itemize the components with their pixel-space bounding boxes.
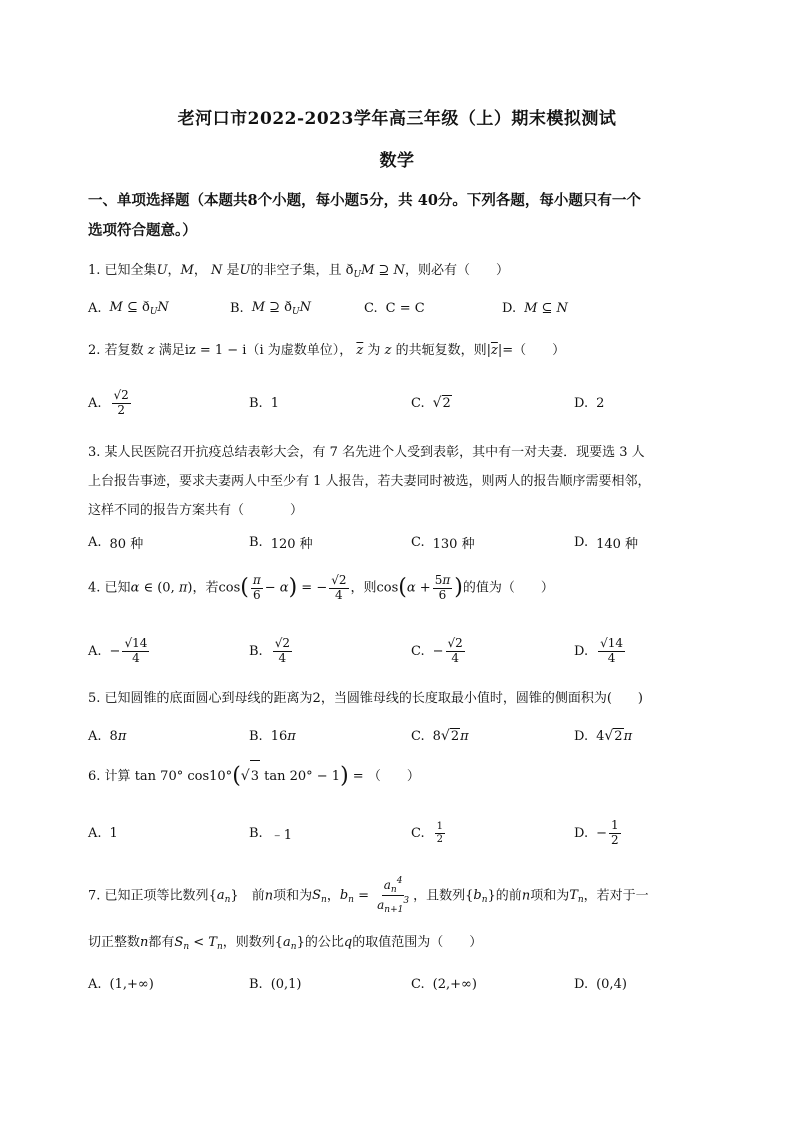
option-b[interactable]: B. ﹣1 [249, 825, 292, 843]
option-c[interactable]: C. √ 2 [411, 395, 451, 411]
question-2-options [88, 383, 718, 423]
option-b[interactable]: B. 1 [249, 395, 279, 411]
option-c[interactable]: C. $\frac{1}{2}$ [411, 821, 443, 845]
option-a[interactable]: A. 80 种 [88, 534, 144, 552]
exam-subject: 数学 [379, 151, 415, 171]
option-d[interactable]: D. M ⊆ N [502, 300, 568, 316]
option-d[interactable]: D. $\frac{√14}{4}$ [574, 635, 624, 665]
section-heading: 一、单项选择题（本题共8个小题，每小题5分，共 40分。下列各题，每小题只有一个 选项符合题意。） [88, 192, 641, 239]
question-5: 5. 已知圆锥的底面圆心到母线的距离为2，当圆锥母线的长度取最小值时，圆锥的侧面积为( ) [88, 691, 643, 706]
option-d[interactable]: D. 140 种 [574, 534, 639, 552]
option-a[interactable]: A. M ⊆ $ð_UN$ [88, 299, 169, 317]
question-4: 4. 已知α ∈ (0, π)，若cos( $\frac{\pi}{6}$ − α) = − $\frac{√2}{4}$ ，则cos(α + $\frac{5\pi}{6}$ )的值为（ ） [88, 572, 554, 602]
question-7-options [88, 964, 718, 1004]
option-b[interactable]: B. 16 π [249, 728, 296, 744]
option-d[interactable]: D. (0,4) [574, 976, 627, 992]
question-3: 3. 某人民医院召开抗疫总结表彰大会，有 7 名先进个人受到表彰，其中有一对夫妻．现要选 3 人 上台报告事迹，要求夫妻两人中至少有 1 人报告，若夫妻同时被选，则两人的报告顺序需要相邻， 这样不同的报告方案共有（ ） [88, 445, 651, 518]
question-2: 2. 若复数 z 满足iz = 1 − i（i 为虚数单位）， $\overline{z}$ 为 z 的共轭复数，则$|\overline{z}|=$（ ） [88, 343, 566, 358]
option-a[interactable]: A. − $\frac{√14}{4}$ [88, 635, 148, 665]
option-c[interactable]: C. − $\frac{√2}{4}$ [411, 635, 463, 665]
option-d[interactable]: D. − $\frac{1}{2}$ [574, 817, 619, 847]
option-b[interactable]: B. 120 种 [249, 534, 313, 552]
question-3-options [88, 522, 718, 562]
option-a[interactable]: A. 8 π [88, 728, 127, 744]
option-a[interactable]: A. $\frac{√2}{2}$ [88, 387, 129, 417]
option-b[interactable]: B. M ⊇ $ð_UN$ [230, 299, 311, 317]
question-7: 7. 已知正项等比数列$\{a_n\}$ 前n项和为$S_n$，$b_n$ = $\frac{a_n^4}{a_{n+1}^3}$ ，且数列$\{b_n\}$的前n项和为$T_n$，若对于一 [88, 876, 649, 916]
question-4-options [88, 628, 718, 674]
option-c[interactable]: C. 8 √ 2 π [411, 728, 469, 744]
exam-title: 老河口市2022-2023学年高三年级（上）期末模拟测试 [177, 109, 617, 129]
question-6: 6. 计算 tan 70° cos10°( √ 3 tan 20° − 1) = （ ） [88, 760, 718, 793]
option-d[interactable]: D. 4 √ 2 π [574, 728, 633, 744]
option-a[interactable]: A. 1 [88, 825, 118, 841]
option-a[interactable]: A. (1,+∞) [88, 976, 154, 992]
question-1-options [88, 288, 718, 328]
question-5-options [88, 716, 718, 756]
option-c[interactable]: C. (2,+∞) [411, 976, 477, 992]
option-c[interactable]: C. C = C [364, 300, 425, 316]
option-c[interactable]: C. 130 种 [411, 534, 475, 552]
question-1: 1. 已知全集U，M， N 是U的非空子集，且 $ð_UM$ ⊇ N，则必有（ ） [88, 263, 509, 280]
option-b[interactable]: B. $\frac{√2}{4}$ [249, 635, 290, 665]
question-6-options [88, 810, 718, 856]
option-d[interactable]: D. 2 [574, 395, 605, 411]
option-b[interactable]: B. (0,1) [249, 976, 302, 992]
question-7-line2: 切正整数n都有$S_n < T_n$，则数列$\{a_n\}$的公比q的取值范围为（ ） [88, 935, 483, 952]
